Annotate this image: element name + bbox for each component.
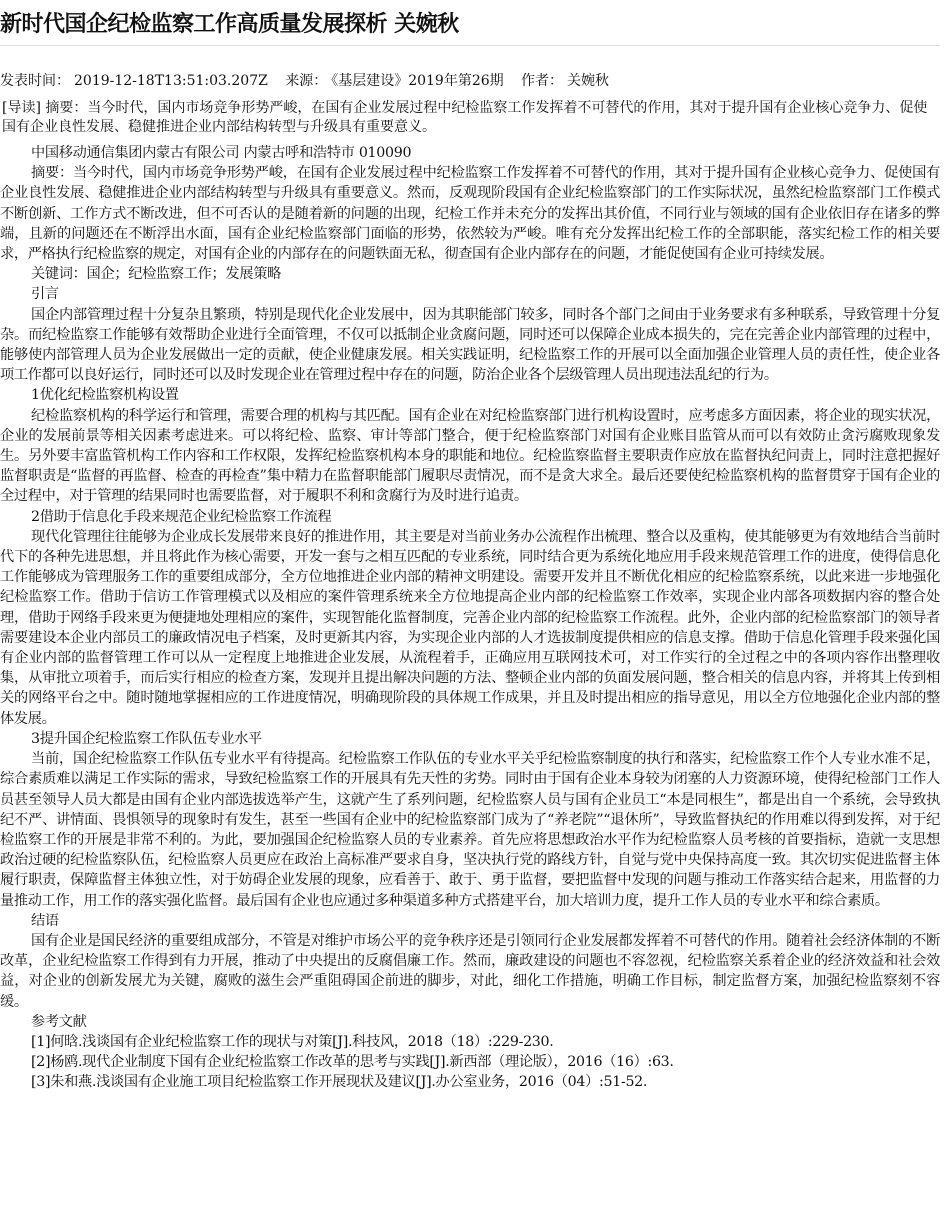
published-value: 2019-12-18T13:51:03.207Z [74, 73, 268, 89]
affiliation: 中国移动通信集团内蒙古有限公司 内蒙古呼和浩特市 010090 [31, 145, 412, 161]
article-meta [0, 72, 940, 90]
body-paragraph: 现代化管理往往能够为企业成长发展带来良好的推进作用，其主要是对当前业务办公流程作出梳理、整合以及重构，使其能够更为有效地结合当前时代下的各种先进思想，并且将此作为核心需要，开发一套与之相互匹配的专业系统，同时结合更为系统化地应用手段来规范管理工作的进度，使得信息化工作能够成为管理服务工作的重要组成部分，全方位地推进企业内部的精神文明建设。需要开发并且不断优化相应的纪检监察系统，以此来进一步地强化纪检监察工作。借助于信访工作管理模式以及相应的案件管理系统来全方位地提高企业内部的纪检监察工作效率，实现企业内部各项数据内容的整合处理，借助于网络手段来更为便捷地处理相应的案件，实现智能化监督制度，完善企业内部的纪检监察工作流程。此外，企业内部的纪检监察部门的领导者需要建设本企业内部员工的廉政情况电子档案，及时更新其内容，为实现企业内部的人才选拔制度提供相应的信息支撑。借助于信息化管理手段来强化国有企业内部的监督管理工作可以从一定程度上地推进企业发展，从流程着手，正确应用互联网技术可，对工作实行的全过程之中的各项内容作出整理收集，从审批立项着手，而后实行相应的检查方案，发现并且提出解决问题的方法、整顿企业内部的负面发展问题，整合相关的信息内容，并将其上传到相关的网络平台之中。随时随地掌握相应的工作进度情况，明确现阶段的具体规工作成果，并且及时提出相应的指导意见，用以全方位地强化企业内部的整体发展。 [0, 528, 940, 727]
author-value: 关婉秋 [567, 73, 610, 89]
section-heading-3: 3提升国企纪检监察工作队伍专业水平 [31, 730, 262, 747]
section-heading-intro: 引言 [31, 286, 59, 303]
reference-item: [1]何晗.浅谈国有企业纪检监察工作的现状与对策[J].科技风，2018（18）:229-230. [31, 1033, 554, 1050]
published-label: 发表时间： [0, 73, 70, 89]
body-paragraph: 国有企业是国民经济的重要组成部分，不管是对维护市场公平的竞争秩序还是引领同行企业发展都发挥着不可替代的作用。随着社会经济体制的不断改革，企业纪检监察工作得到有力开展，推动了中央提出的反腐倡廉工作。然而，廉政建设的问题也不容忽视，纪检监察关系着企业的经济效益和社会效益，对企业的创新发展尤为关键，腐败的滋生会严重阻碍国企前进的脚步，对此，细化工作措施，明确工作目标，制定监督方案，加强纪检监察刻不容缓。 [0, 932, 940, 1010]
abstract-paragraph: 摘要：当今时代，国内市场竞争形势严峻，在国有企业发展过程中纪检监察工作发挥着不可替代的作用，其对于提升国有企业核心竞争力、促使国有企业良性发展、稳健推进企业内部结构转型与升级具有重要意义。然而，反观现阶段国有企业纪检监察部门的工作实际状况，虽然纪检监察部门工作模式不断创新、工作方式不断改进，但不可否认的是随着新的问题的出现，纪检工作并未充分的发挥出其价值，不同行业与领域的国有企业依旧存在诸多的弊端，且新的问题还在不断浮出水面，国有企业纪检监察部门面临的形势，依然较为严峻。唯有充分发挥出纪检工作的全部职能，落实纪检工作的相关要求，严格执行纪检监察的规定，对国有企业的内部存在的问题铁面无私，彻查国有企业内部存在的问题，才能促使国有企业可持续发展。 [0, 165, 940, 263]
section-heading-2: 2借助于信息化手段来规范企业纪检监察工作流程 [31, 508, 332, 525]
source-label: 来源： [285, 73, 328, 89]
section-heading-references: 参考文献 [31, 1013, 87, 1030]
reference-item: [2]杨鸥.现代企业制度下国有企业纪检监察工作改革的思考与实践[J].新西部（理论版），2016（16）:63. [31, 1054, 674, 1071]
keywords: 关键词：国企；纪检监察工作；发展策略 [31, 266, 281, 283]
article-title: 新时代国企纪检监察工作高质量发展探析 关婉秋 [0, 12, 459, 37]
source-value: 《基层建设》2019年第26期 [331, 73, 504, 89]
section-heading-conclusion: 结语 [31, 912, 59, 929]
body-paragraph: 国企内部管理过程十分复杂且繁琐，特别是现代化企业发展中，因为其职能部门较多，同时各个部门之间由于业务要求有多种联系，导致管理十分复杂。而纪检监察工作能够有效帮助企业进行全面管理，不仅可以抵制企业贪腐问题，同时还可以保障企业成本损失的，完在完善企业内部管理的过程中，能够使内部管理人员为企业发展做出一定的贡献，使企业健康发展。相关实践证明，纪检监察工作的开展可以全面加强企业管理人员的责任性，使企业各项工作都可以良好运行，同时还可以及时发现企业在管理过程中存在的问题，防治企业各个层级管理人员出现违法乱纪的行为。 [0, 306, 940, 384]
article-body [0, 143, 940, 1093]
article-lead: [导读] 摘要：当今时代，国内市场竞争形势严峻，在国有企业发展过程中纪检监察工作发挥着不可替代的作用，其对于提升国有企业核心竞争力、促使国有企业良性发展、稳健推进企业内部结构转型与升级具有重要意义。 [2, 100, 928, 135]
section-heading-1: 1优化纪检监察机构设置 [31, 387, 179, 404]
reference-item: [3]朱和燕.浅谈国有企业施工项目纪检监察工作开展现状及建议[J].办公室业务，2016（04）:51-52. [31, 1074, 648, 1091]
title-divider [0, 45, 940, 46]
body-paragraph: 当前，国企纪检监察工作队伍专业水平有待提高。纪检监察工作队伍的专业水平关乎纪检监察制度的执行和落实，纪检监察工作个人专业水准不足，综合素质难以满足工作实际的需求，导致纪检监察工作的开展具有先天性的劣势。同时由于国有企业本身较为闭塞的人力资源环境，使得纪检部门工作人员甚至领导人员大都是由国有企业内部选拔选举产生，这就产生了系列问题，纪检监察人员与国有企业员工“本是同根生”，都是出自一个系统，会导致执纪不严、讲情面、畏惧领导的现象时有发生，甚至一些国有企业中的纪检监察部门成为了“养老院”“退休所”，导致监督执纪的作用难以得到发挥，对于纪检监察工作的开展是非常不利的。为此，要加强国企纪检监察人员的专业素养。首先应将思想政治水平作为纪检监察人员考核的首要指标，造就一支思想政治过硬的纪检监察队伍，纪检监察人员更应在政治上高标准严要求自身，坚决执行党的路线方针，自觉与党中央保持高度一致。其次切实促进监督主体履行职责，保障监督主体独立性，对于妨碍企业发展的现象，应看善于、敢于、勇于监督，要把监督中发现的问题与推动工作落实结合起来，用监督的力量推动工作，用工作的落实强化监督。最后国有企业也应通过多种渠道多种方式搭建平台，加大培训力度，提升工作人员的专业水平和综合素质。 [0, 751, 940, 909]
author-label: 作者： [521, 73, 564, 89]
body-paragraph: 纪检监察机构的科学运行和管理，需要合理的机构与其匹配。国有企业在对纪检监察部门进行机构设置时，应考虑多方面因素，将企业的现实状况，企业的发展前景等相关因素考虑进来。可以将纪检、监察、审计等部门整合，便于纪检监察部门对国有企业账目监管从而可以有效防止贪污腐败现象发生。另外要丰富监管机构工作内容和工作权限，发挥纪检监察机构本身的职能和地位。纪检监察监督主要职责作应放在监督执纪问责上，同时注意把握好监督职责是“监督的再监督、检查的再检查”集中精力在监督职能部门履职尽责情况，而不是贪大求全。最后还要使纪检监察机构的监督贯穿于国有企业的全过程中，对于管理的结果同时也需要监督，对于履职不利和贪腐行为及时进行追责。 [0, 407, 940, 505]
reference-list [0, 1032, 940, 1093]
